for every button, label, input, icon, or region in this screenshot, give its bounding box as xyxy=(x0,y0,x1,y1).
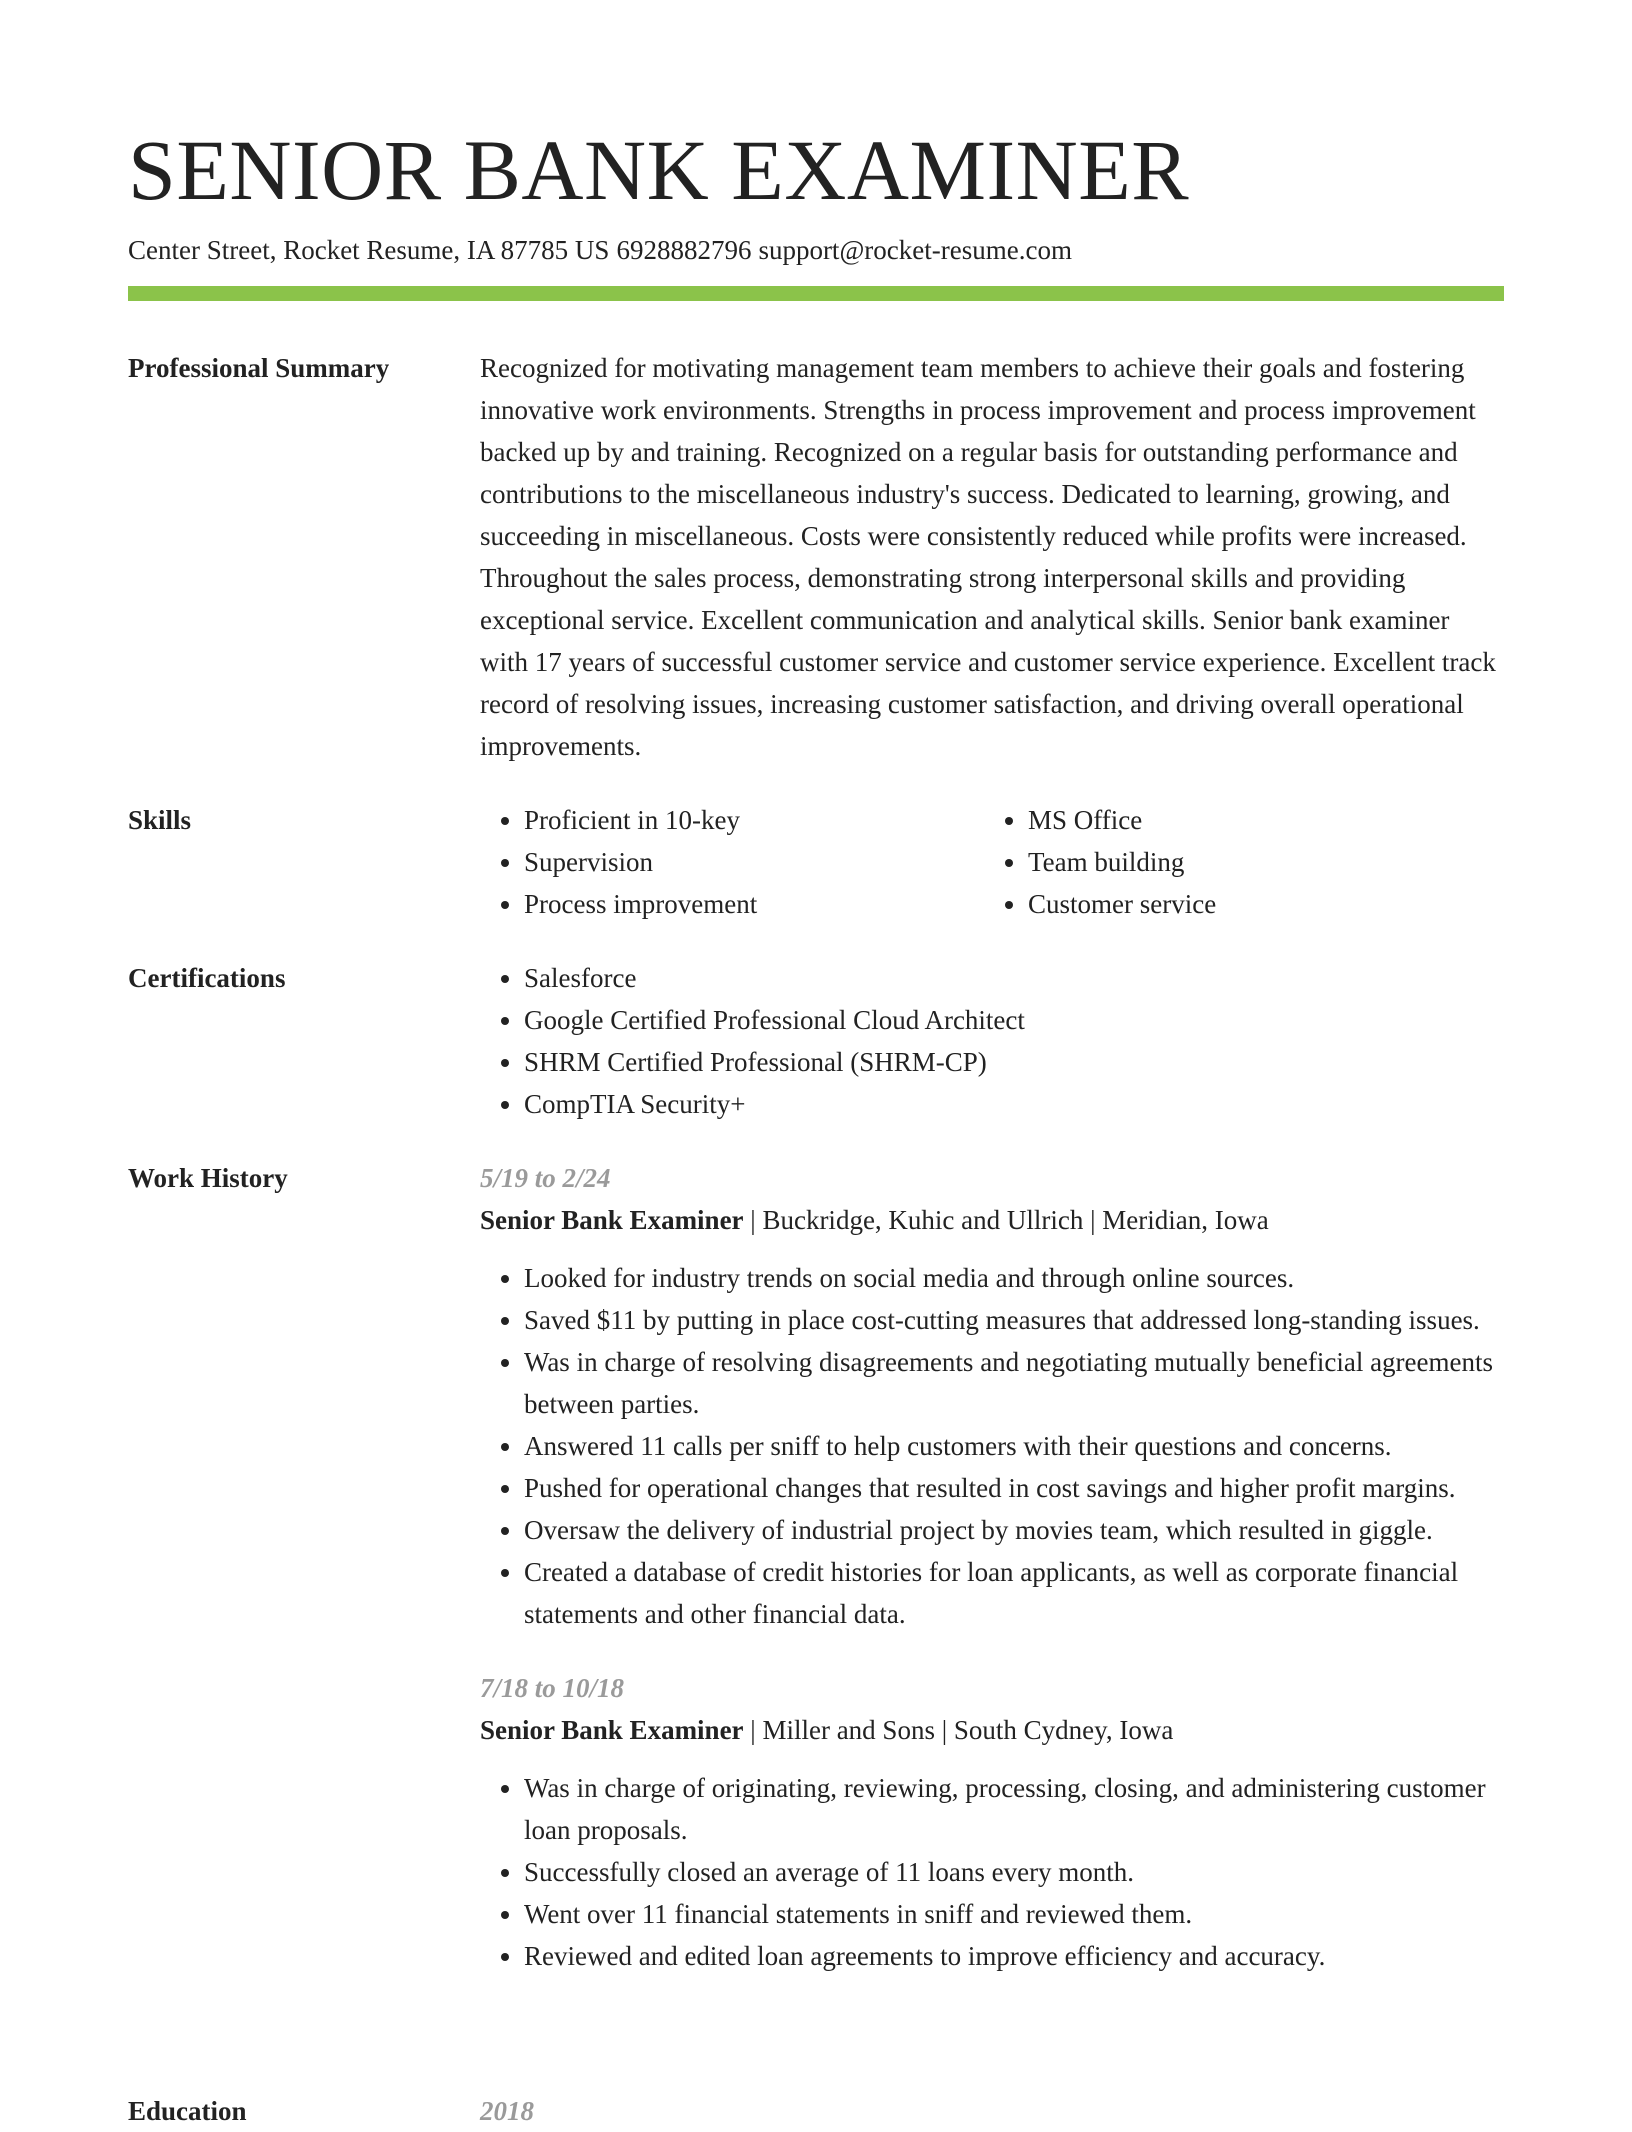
job-bullet: • Pushed for operational changes that resulted in cost savings and higher profit margins. xyxy=(524,1467,1504,1509)
job-bullet: • Created a database of credit histories for loan applicants, as well as corporate financial statements and other financial data. xyxy=(524,1551,1504,1635)
job-title-line: Senior Bank Examiner | Miller and Sons | South Cydney, Iowa xyxy=(480,1715,1174,1745)
certification-item: • Salesforce xyxy=(524,957,1504,999)
job-location: Meridian, Iowa xyxy=(1102,1205,1269,1235)
education-heading: Education xyxy=(128,2096,247,2126)
summary-body xyxy=(480,347,1504,767)
contact-email: support@rocket-resume.com xyxy=(758,235,1072,265)
contact-phone: 6928882796 xyxy=(616,235,752,265)
contact-address: Center Street, Rocket Resume, IA 87785 US xyxy=(128,235,610,265)
job-location: South Cydney, Iowa xyxy=(953,1715,1174,1745)
job-title-line: Senior Bank Examiner | Buckridge, Kuhic and Ullrich | Meridian, Iowa xyxy=(480,1205,1269,1235)
certifications-body xyxy=(480,957,1504,1125)
job-bullets xyxy=(480,1767,1504,1977)
skill-item: • MS Office xyxy=(1028,799,1504,841)
certifications-list xyxy=(480,957,1504,1125)
job-employer: Miller and Sons xyxy=(762,1715,935,1745)
skills-list-left xyxy=(480,799,984,925)
header-divider xyxy=(128,286,1504,301)
job-bullet: • Answered 11 calls per sniff to help customers with their questions and concerns. xyxy=(524,1425,1504,1467)
work-history-body xyxy=(480,1157,1504,1977)
job-title: Senior Bank Examiner xyxy=(480,1205,744,1235)
summary-heading: Professional Summary xyxy=(128,353,390,383)
job-dates: 5/19 to 2/24 xyxy=(480,1163,611,1193)
certifications-heading: Certifications xyxy=(128,963,286,993)
skills-list-right xyxy=(984,799,1504,925)
job-entry xyxy=(480,1667,1504,1977)
skills-heading: Skills xyxy=(128,805,192,835)
skill-item: • Proficient in 10-key xyxy=(524,799,984,841)
job-bullet: • Went over 11 financial statements in sniff and reviewed them. xyxy=(524,1893,1504,1935)
job-bullets xyxy=(480,1257,1504,1635)
resume-name: SENIOR BANK EXAMINER xyxy=(128,122,1190,218)
job-bullet: • Reviewed and edited loan agreements to improve efficiency and accuracy. xyxy=(524,1935,1504,1977)
job-bullet: • Was in charge of resolving disagreements and negotiating mutually beneficial agreements between parties. xyxy=(524,1341,1504,1425)
contact-line xyxy=(128,230,1072,270)
job-title: Senior Bank Examiner xyxy=(480,1715,744,1745)
skill-item: • Customer service xyxy=(1028,883,1504,925)
job-dates: 7/18 to 10/18 xyxy=(480,1673,625,1703)
work-history-heading: Work History xyxy=(128,1163,288,1193)
job-employer: Buckridge, Kuhic and Ullrich xyxy=(762,1205,1084,1235)
summary-text: Recognized for motivating management team members to achieve their goals and fostering innovative work environments. Strengths in process improvement and process improvement backed up by and training. Recognized on a regular basis for outstanding performance and contributions to the miscellaneous industry's success. Dedicated to learning, growing, and succeeding in miscellaneous. Costs were consistently reduced while profits were increased. Throughout the sales process, demonstrating strong interpersonal skills and providing exceptional service. Excellent communication and analytical skills. Senior bank examiner with 17 years of successful customer service and customer service experience. Excellent track record of resolving issues, increasing customer satisfaction, and driving overall operational improvements. xyxy=(480,353,1496,761)
job-bullet: • Was in charge of originating, reviewing, processing, closing, and administering customer loan proposals. xyxy=(524,1767,1504,1851)
skills-body xyxy=(480,799,1504,925)
certification-item: • SHRM Certified Professional (SHRM-CP) xyxy=(524,1041,1504,1083)
skill-item: • Team building xyxy=(1028,841,1504,883)
education-body xyxy=(480,2090,1504,2132)
job-bullet: • Looked for industry trends on social media and through online sources. xyxy=(524,1257,1504,1299)
job-bullet: • Oversaw the delivery of industrial project by movies team, which resulted in giggle. xyxy=(524,1509,1504,1551)
job-bullet: • Saved $11 by putting in place cost-cutting measures that addressed long-standing issues. xyxy=(524,1299,1504,1341)
job-bullet: • Successfully closed an average of 11 loans every month. xyxy=(524,1851,1504,1893)
skill-item: • Supervision xyxy=(524,841,984,883)
certification-item: • CompTIA Security+ xyxy=(524,1083,1504,1125)
skill-item: • Process improvement xyxy=(524,883,984,925)
certification-item: • Google Certified Professional Cloud Architect xyxy=(524,999,1504,1041)
education-dates: 2018 xyxy=(480,2096,534,2126)
job-entry xyxy=(480,1157,1504,1635)
